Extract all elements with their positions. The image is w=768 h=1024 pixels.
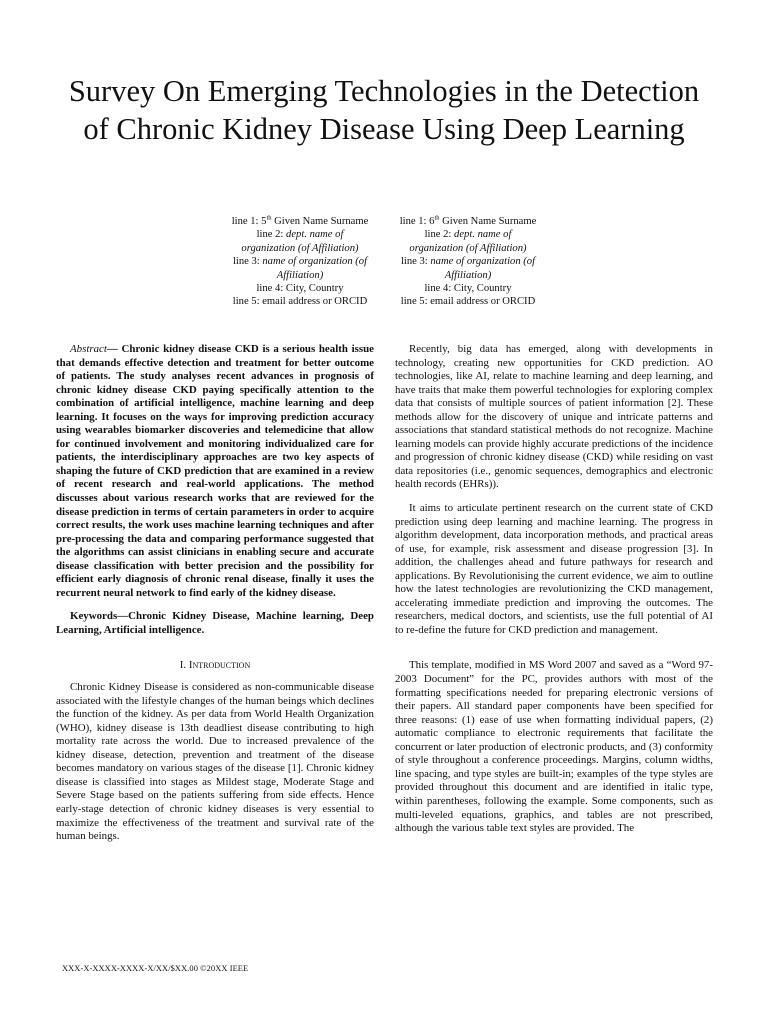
right-column [395, 343, 713, 836]
author2-line5: line 5: email address or ORCID [400, 296, 536, 308]
left-column [56, 343, 374, 844]
right-paragraph-2: It aims to articulate pertinent research on the current state of CKD prediction using deep learning and machine learning. The progress in algorithm development, data incorporation methods, and practical areas of use, for example, risk assessment and disease progression [3]. In addition, the challenges ahead and future pathways for research and applications. By Revolutionising the current evidence, we aim to outline how the latest technologies are revolutionizing the CKD management, accelerating immediate prediction and improving the outcomes. The researchers, medical doctors, and scientists, use the full potential of AI to re-define the future for CKD prediction and management. [395, 502, 713, 636]
section-heading-introduction: I. Introduction [179, 659, 251, 672]
paper-title [40, 72, 728, 148]
right-paragraph-1: Recently, big data has emerged, along with developments in technology, creating new opportunities for CKD prediction. AO technologies, like AI, relate to machine learning and deep learning, and have traits that make them powerful technologies for exploring complex data that consists of multiple sources of patient information [2]. These methods allow for the discovery of unique and intricate patterns and associations that standard statistical methods do not recognize. Machine learning models can provide highly accurate predictions of the incidence and progression of chronic kidney disease (CKD) while residing on vast data repositories (i.e., genomic sequences, demographics and electronic health records (EHRs)). [395, 343, 713, 491]
abstract [56, 343, 374, 600]
title-line-2: of Chronic Kidney Disease Using Deep Learning [83, 112, 685, 146]
intro-paragraph: Chronic Kidney Disease is considered as non-communicable disease associated with the lifestyle changes of the human beings which declines the function of the kidney. As per data from World Health Organization (WHO), kidney disease is 13th deadliest disease contributing to high mortality rate across the world. Due to increased prevalence of the kidney disease, detection, prevention and treatment of the disease becomes mandatory on various stages of the disease [1]. Chronic kidney disease is classified into stages as Mildest stage, Moderate Stage and Severe Stage based on the patients suffering from side effects. Hence early-stage detection of chronic kidney diseases is very essential to maximize the effectiveness of the treatment and survival rate of the human beings. [56, 681, 374, 843]
author1-line3b: Affiliation) [276, 269, 324, 281]
author2-line2b: organization (of Affiliation) [409, 242, 527, 254]
author1-line3: line 3: name of organization (of [232, 256, 368, 268]
abstract-text: — Chronic kidney disease CKD is a serious health issue that demands effective detection and treatment for better outcome of patients. The study analyses recent advances in prognosis of chronic kidney disease CKD paying specifically attention to the combination of artificial intelligence, machine learning and deep learning. It focuses on the ways for improving prediction accuracy using wearables biomarker discoveries and telemedicine that allow for continued involvement and monitoring individualized care for patients, the interdisciplinary approaches are two key aspects of shaping the future of CKD prediction that are examined in a review of recent research and real-world applications. The method discusses about various research works that are reviewed for the disease prediction in terms of certain parameters in order to acquire correct results, the work uses machine learning techniques and after pre-processing the data and comparing performance suggested that the algorithms can assist clinicians in enabling secure and accurate disease classification with better precision and the possibility for efficient early diagnosis of chronic renal disease, finally it uses the recurrent neural network to find early of the kidney disease. [56, 343, 374, 599]
right-paragraph-3: This template, modified in MS Word 2007 and saved as a “Word 97-2003 Document” for the PC, provides authors with most of the formatting specifications needed for preparing electronic versions of their papers. All standard paper components have been specified for three reasons: (1) ease of use when formatting individual papers, (2) automatic compliance to electronic requirements that facilitate the concurrent or later production of electronic products, and (3) conformity of style throughout a conference proceedings. Margins, column widths, line spacing, and type styles are built-in; examples of the type styles are provided throughout this document and are identified in italic type, within parentheses, following the example. Some components, such as multi-leveled equations, graphics, and tables are not prescribed, although the various table text styles are provided. The [395, 659, 713, 835]
author-block-1 [216, 215, 384, 309]
copyright-footer: XXX-X-XXXX-XXXX-X/XX/$XX.00 ©20XX IEEE [62, 964, 249, 973]
author2-line2: line 2: dept. name of [424, 229, 512, 241]
author2-line1: line 1: 6th Given Name Surname [399, 214, 537, 227]
author-block-2 [384, 215, 552, 309]
author1-line2b: organization (of Affiliation) [241, 242, 359, 254]
keywords: Keywords—Chronic Kidney Disease, Machine learning, Deep Learning, Artificial intelligence. [56, 610, 374, 636]
author2-line3: line 3: name of organization (of [400, 256, 536, 268]
author1-line2: line 2: dept. name of [256, 229, 344, 241]
author2-line4: line 4: City, Country [424, 283, 512, 295]
author1-line5: line 5: email address or ORCID [232, 296, 368, 308]
author1-line1: line 1: 5th Given Name Surname [231, 214, 369, 227]
author1-line4: line 4: City, Country [256, 283, 344, 295]
title-line-1: Survey On Emerging Technologies in the Detection [68, 74, 700, 108]
author2-line3b: Affiliation) [444, 269, 492, 281]
abstract-label: Abstract [70, 343, 107, 355]
